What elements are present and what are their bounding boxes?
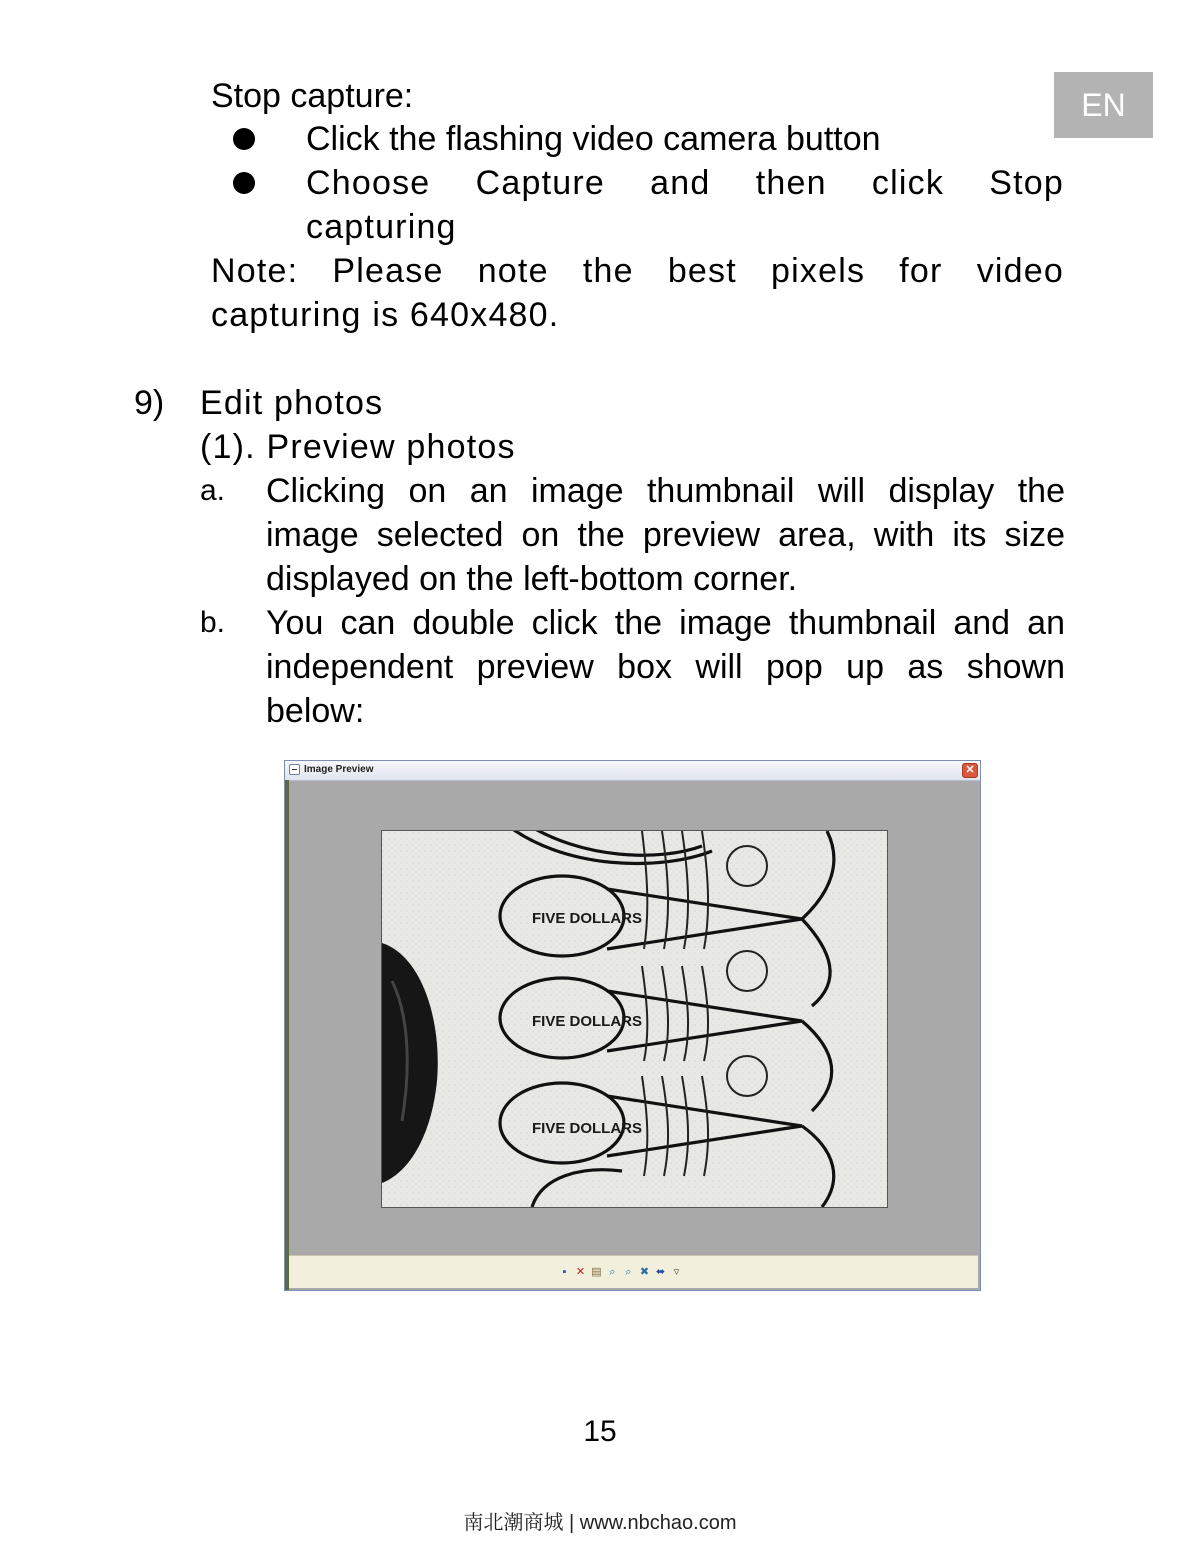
note-line-1: Note: Please note the best pixels for video [211,252,1064,290]
photo-label-2: FIVE DOLLARS [532,1013,643,1030]
save-icon[interactable]: ▪ [562,1266,567,1278]
toolbar-icon-row [559,1265,682,1279]
copy-icon[interactable]: ▤ [591,1266,602,1278]
section-number: 9) [134,384,165,422]
zoom-out-icon[interactable]: ⌕ [625,1266,632,1278]
photo-label-3: FIVE DOLLARS [532,1120,643,1137]
footer-source: 南北潮商城 | www.nbchao.com [463,1512,737,1534]
page-number: 15 [583,1415,617,1448]
item-b-line-1: You can double click the image thumbnail and an [266,604,1065,642]
image-preview-window [284,760,981,1291]
bullet-item-2-cont: capturing [306,208,457,246]
bullet-dot [233,172,255,194]
stop-capture-heading: Stop capture: [211,77,414,115]
rotate-icon[interactable]: ⬌ [655,1266,666,1278]
export-icon[interactable]: ▿ [673,1266,680,1278]
item-b-line-3: below: [266,692,365,730]
preview-photo [381,830,888,1208]
item-a-line-2: image selected on the preview area, with its size [266,516,1065,554]
banknote-microprint-image [382,831,887,1207]
item-a-line-3: displayed on the left-bottom corner. [266,560,798,598]
fit-icon[interactable]: ✖ [639,1266,650,1278]
language-badge: EN [1054,72,1153,138]
section-title: Edit photos [200,384,384,422]
bullet-item-2: Choose Capture and then click Stop [306,164,1064,202]
note-line-2: capturing is 640x480. [211,296,560,334]
delete-icon[interactable]: ✕ [575,1266,586,1278]
photo-label-1: FIVE DOLLARS [532,910,643,927]
bullet-item-1: Click the flashing video camera button [306,120,881,158]
window-menu-icon[interactable] [289,764,300,775]
zoom-in-icon[interactable]: ⌕ [609,1266,616,1278]
item-b-line-2: independent preview box will pop up as shown [266,648,1065,686]
window-titlebar [285,761,980,781]
item-marker-b: b. [200,606,226,639]
window-edge [285,780,289,1290]
close-button[interactable]: ✕ [962,763,978,778]
section-subtitle: (1). Preview photos [200,428,516,466]
bullet-dot [233,128,255,150]
window-title: Image Preview [304,764,374,775]
preview-toolbar [289,1255,978,1288]
item-a-line-1: Clicking on an image thumbnail will display the [266,472,1065,510]
item-marker-a: a. [200,474,226,507]
